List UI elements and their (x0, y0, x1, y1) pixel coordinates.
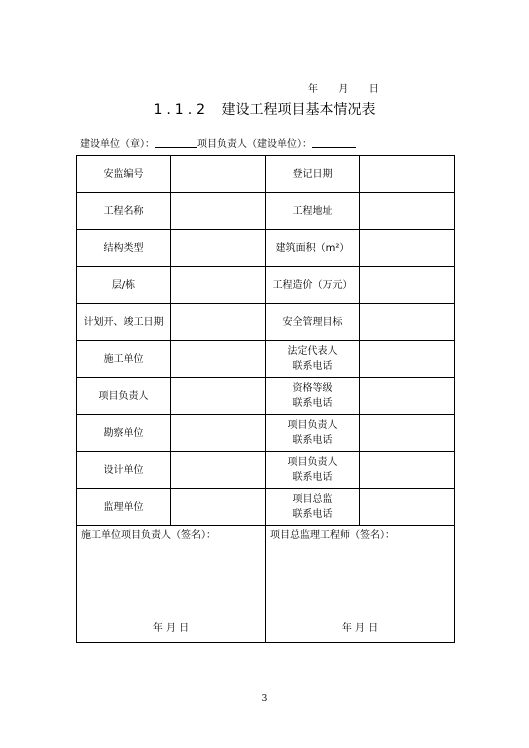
row-right-label: 项目负责人 联系电话 (266, 452, 360, 489)
row-left-value[interactable] (171, 341, 266, 378)
construction-unit-blank[interactable] (155, 137, 197, 148)
row-right-label: 工程地址 (266, 193, 360, 230)
row-right-label: 项目总监 联系电话 (266, 489, 360, 526)
row-left-label: 设计单位 (77, 452, 171, 489)
section-number: 1.1.2 (153, 102, 210, 118)
contractor-signature-cell[interactable] (77, 526, 266, 643)
row-right-label: 资格等级 联系电话 (266, 378, 360, 415)
row-right-value[interactable] (360, 193, 455, 230)
row-right-label: 工程造价（万元） (266, 267, 360, 304)
row-right-label: 项目负责人 联系电话 (266, 415, 360, 452)
row-left-label: 安监编号 (77, 156, 171, 193)
row-right-label: 登记日期 (266, 156, 360, 193)
row-left-label: 结构类型 (77, 230, 171, 267)
row-right-value[interactable] (360, 267, 455, 304)
supervisor-signature-label: 项目总监理工程师（签名）： (270, 530, 395, 541)
header-date-day: 日 (368, 84, 379, 95)
row-right-value[interactable] (360, 156, 455, 193)
row-right-label: 安全管理目标 (266, 304, 360, 341)
header-date (308, 80, 379, 95)
row-right-value[interactable] (360, 415, 455, 452)
row-right-value[interactable] (360, 489, 455, 526)
row-right-value[interactable] (360, 230, 455, 267)
row-left-value[interactable] (171, 267, 266, 304)
row-left-value[interactable] (171, 193, 266, 230)
row-left-label: 勘察单位 (77, 415, 171, 452)
row-left-label: 计划开、竣工日期 (77, 304, 171, 341)
row-left-value[interactable] (171, 304, 266, 341)
table-row (77, 304, 455, 341)
section-title: 建设工程项目基本情况表 (221, 102, 376, 118)
row-right-value[interactable] (360, 304, 455, 341)
row-right-value[interactable] (360, 341, 455, 378)
row-right-label: 建筑面积（m²） (266, 230, 360, 267)
table-row (77, 193, 455, 230)
supervisor-signature-cell[interactable] (266, 526, 455, 643)
project-leader-blank[interactable] (312, 137, 356, 148)
table-row (77, 415, 455, 452)
row-left-value[interactable] (171, 452, 266, 489)
row-right-label: 法定代表人 联系电话 (266, 341, 360, 378)
row-left-label: 施工单位 (77, 341, 171, 378)
row-left-value[interactable] (171, 415, 266, 452)
table-row (77, 489, 455, 526)
contractor-signature-label: 施工单位项目负责人（签名）： (81, 530, 216, 541)
table-row (77, 230, 455, 267)
project-leader-label: 项目负责人（建设单位）： (197, 139, 312, 150)
row-left-label: 监理单位 (77, 489, 171, 526)
header-date-year: 年 (308, 84, 318, 95)
signature-row (77, 526, 455, 643)
form-subhead (80, 135, 356, 150)
supervisor-signature-date: 年 月 日 (341, 623, 379, 634)
header-date-month: 月 (338, 84, 349, 95)
project-info-table (76, 155, 455, 643)
row-left-label: 层/栋 (77, 267, 171, 304)
row-left-value[interactable] (171, 378, 266, 415)
row-right-value[interactable] (360, 452, 455, 489)
contractor-signature-date: 年 月 日 (152, 623, 190, 634)
page-title (0, 99, 529, 119)
table-row (77, 156, 455, 193)
row-right-value[interactable] (360, 378, 455, 415)
table-row (77, 341, 455, 378)
page-number: 3 (261, 694, 268, 704)
row-left-label: 工程名称 (77, 193, 171, 230)
row-left-value[interactable] (171, 230, 266, 267)
row-left-label: 项目负责人 (77, 378, 171, 415)
table-row (77, 378, 455, 415)
row-left-value[interactable] (171, 489, 266, 526)
row-left-value[interactable] (171, 156, 266, 193)
table-row (77, 267, 455, 304)
table-row (77, 452, 455, 489)
construction-unit-label: 建设单位（章）： (80, 139, 155, 150)
